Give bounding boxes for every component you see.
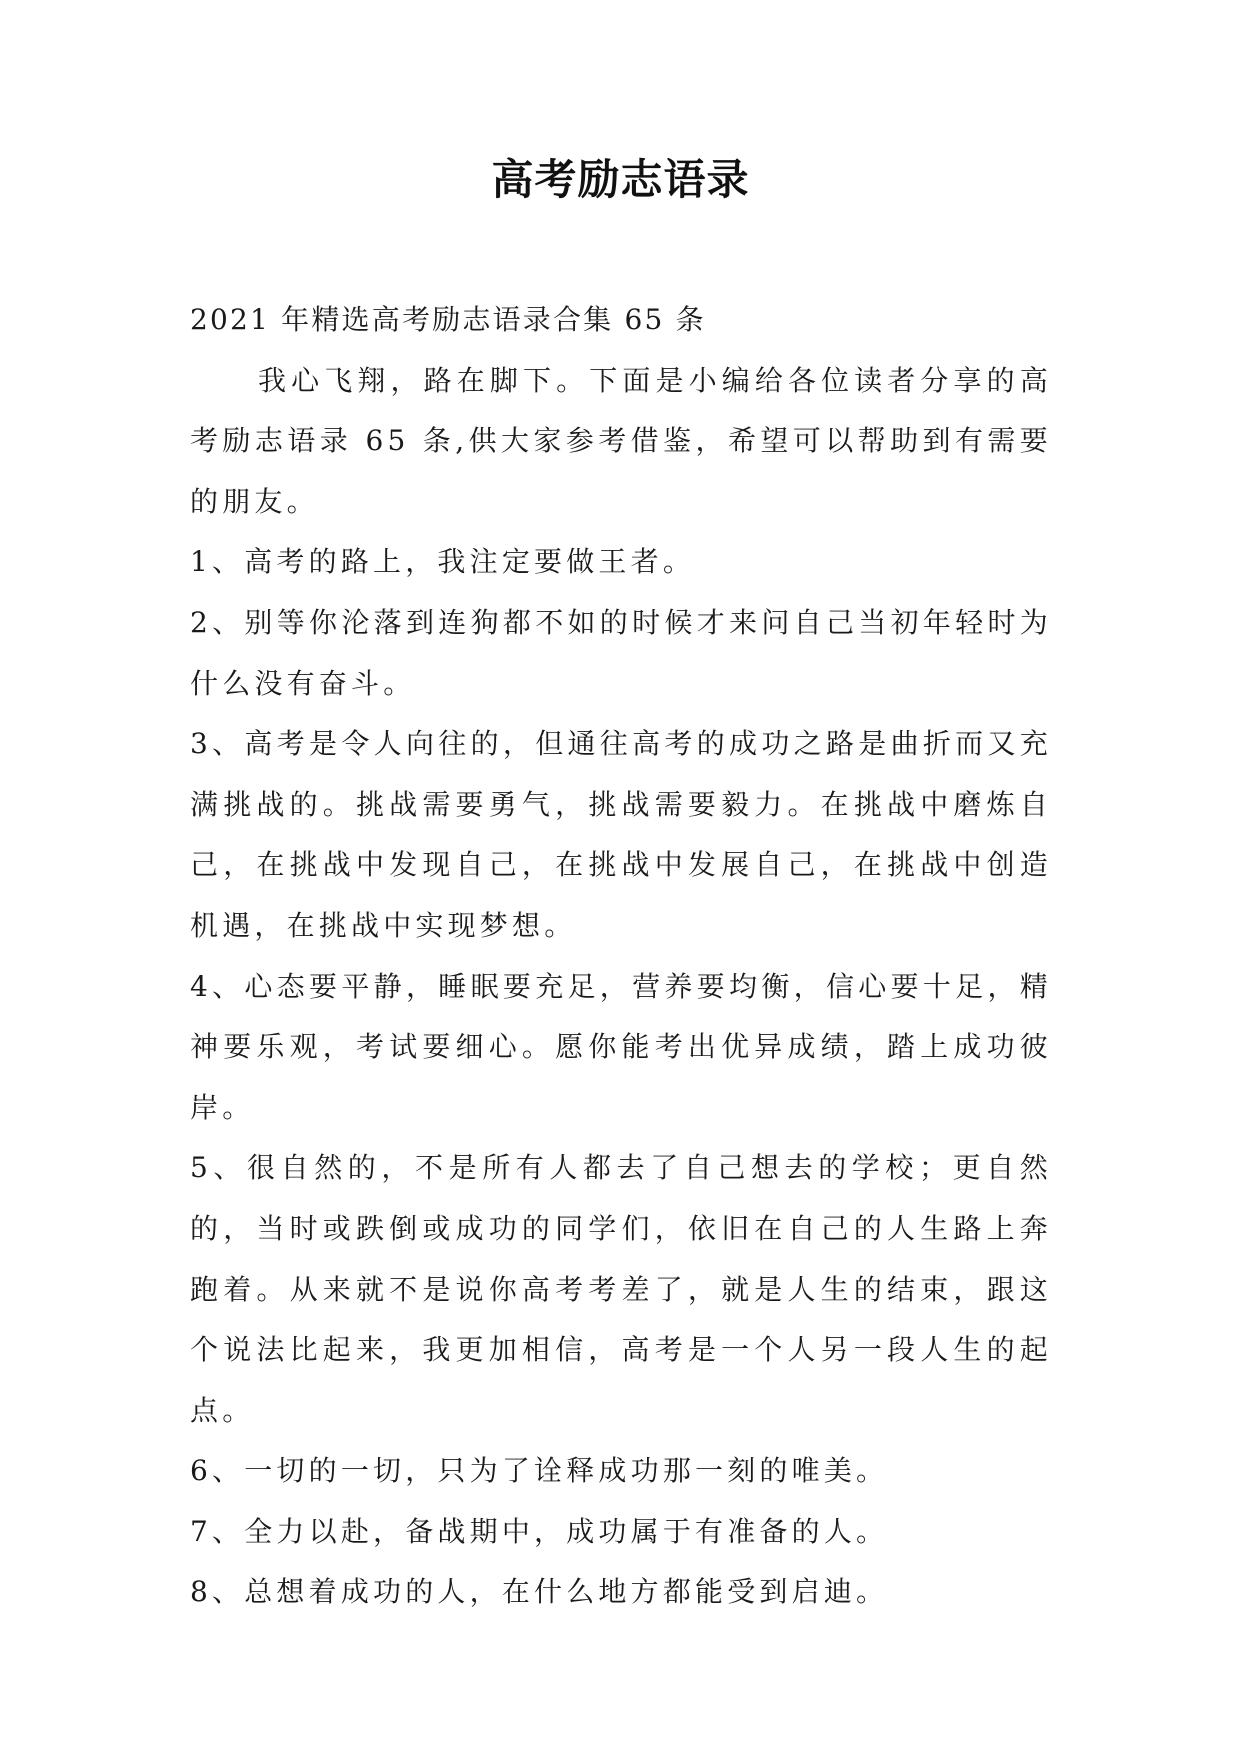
- document-title: 高考励志语录: [491, 155, 750, 204]
- quote-item-4: 4、心态要平静，睡眠要充足，营养要均衡，信心要十足，精神要乐观，考试要细心。愿你能考出优异成绩，踏上成功彼岸。: [190, 969, 1052, 1124]
- quote-item-6: 6、一切的一切，只为了诠释成功那一刻的唯美。: [190, 1454, 889, 1488]
- quote-item-8: 8、总想着成功的人，在什么地方都能受到启迪。: [190, 1575, 889, 1609]
- quote-item-5: 5、很自然的，不是所有人都去了自己想去的学校；更自然的，当时或跌倒或成功的同学们，依旧在自己的人生路上奔跑着。从来就不是说你高考考差了，就是人生的结束，跟这个说法比起来，我更加相信，高考是一个人另一段人生的起点。: [190, 1151, 1052, 1427]
- quote-item-7: 7、全力以赴，备战期中，成功属于有准备的人。: [190, 1514, 889, 1548]
- document-subtitle: 2021 年精选高考励志语录合集 65 条: [190, 303, 706, 336]
- intro-paragraph: 我心飞翔，路在脚下。下面是小编给各位读者分享的高考励志语录 65 条,供大家参考借鉴，希望可以帮助到有需要的朋友。: [190, 363, 1052, 518]
- document-body: [190, 290, 1052, 1623]
- quote-item-2: 2、别等你沦落到连狗都不如的时候才来问自己当初年轻时为什么没有奋斗。: [190, 605, 1052, 700]
- quote-item-1: 1、高考的路上，我注定要做王者。: [190, 545, 696, 579]
- quote-item-3: 3、高考是令人向往的，但通往高考的成功之路是曲折而又充满挑战的。挑战需要勇气，挑战需要毅力。在挑战中磨炼自己，在挑战中发现自己，在挑战中发展自己，在挑战中创造机遇，在挑战中实现梦想。: [190, 727, 1052, 942]
